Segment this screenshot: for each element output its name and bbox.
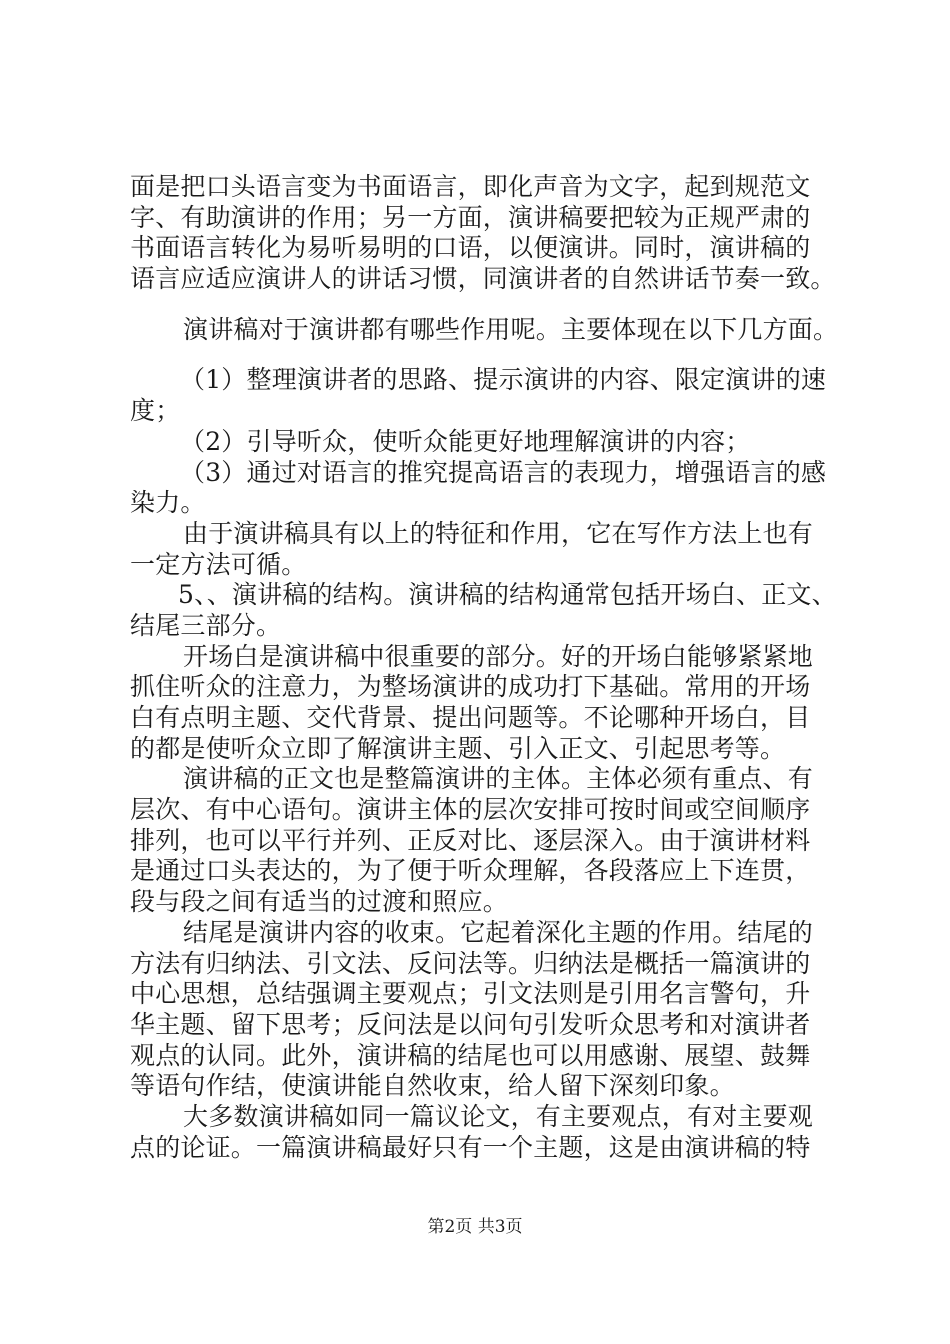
text-line: 点的论证。一篇演讲稿最好只有一个主题，这是由演讲稿的特	[130, 1132, 811, 1162]
text-line: 开场白是演讲稿中很重要的部分。好的开场白能够紧紧地	[183, 641, 814, 671]
text-line: 方法有归纳法、引文法、反问法等。归纳法是概括一篇演讲的	[130, 948, 811, 978]
text-line: 语言应适应演讲人的讲话习惯，同演讲者的自然讲话节奏一致。	[130, 264, 836, 294]
page-number-footer: 第2页 共3页	[427, 1217, 523, 1237]
text-line: 结尾三部分。	[130, 610, 282, 640]
text-line: 的都是使听众立即了解演讲主题、引入正文、引起思考等。	[130, 733, 786, 763]
list-item-3: （3）通过对语言的推究提高语言的表现力，增强语言的感	[180, 457, 827, 487]
text-line: 结尾是演讲内容的收束。它起着深化主题的作用。结尾的	[183, 917, 814, 947]
document-body	[130, 172, 839, 1163]
text-line: 抓住听众的注意力，为整场演讲的成功打下基础。常用的开场	[130, 672, 811, 702]
text-line: 白有点明主题、交代背景、提出问题等。不论哪种开场白，目	[130, 703, 811, 732]
text-line: 是通过口头表达的，为了便于听众理解，各段落应上下连贯，	[130, 856, 811, 886]
text-line: 面是把口头语言变为书面语言，即化声音为文字，起到规范文	[130, 172, 811, 201]
list-item-2: （2）引导听众，使听众能更好地理解演讲的内容；	[180, 426, 751, 456]
text-line: 演讲稿的正文也是整篇演讲的主体。主体必须有重点、有	[183, 764, 814, 794]
text-line: 华主题、留下思考；反问法是以问句引发听众思考和对演讲者	[130, 1009, 811, 1039]
text-line: 段与段之间有适当的过渡和照应。	[130, 887, 509, 917]
text-line: 字、有助演讲的作用；另一方面，演讲稿要把较为正规严肃的	[130, 202, 811, 232]
text-line: 等语句作结，使演讲能自然收束，给人留下深刻印象。	[130, 1071, 735, 1101]
text-line: 书面语言转化为易听易明的口语，以便演讲。同时，演讲稿的	[130, 233, 811, 263]
text-line: 演讲稿对于演讲都有哪些作用呢。主要体现在以下几方面。	[183, 314, 839, 344]
text-line: 大多数演讲稿如同一篇议论文，有主要观点，有对主要观	[183, 1101, 814, 1131]
text-line: 层次、有中心语句。演讲主体的层次安排可按时间或空间顺序	[130, 795, 811, 825]
list-item-1: （1）整理演讲者的思路、提示演讲的内容、限定演讲的速	[180, 365, 827, 395]
text-line: 排列，也可以平行并列、正反对比、逐层深入。由于演讲材料	[130, 825, 811, 855]
section-heading: 5、、演讲稿的结构。演讲稿的结构通常包括开场白、正文、	[178, 580, 837, 610]
text-line: 观点的认同。此外，演讲稿的结尾也可以用感谢、展望、鼓舞	[130, 1040, 811, 1070]
text-line: 中心思想，总结强调主要观点；引文法则是引用名言警句，升	[130, 979, 811, 1009]
text-line: 由于演讲稿具有以上的特征和作用，它在写作方法上也有	[183, 518, 814, 548]
text-line: 一定方法可循。	[130, 549, 307, 579]
text-line: 染力。	[130, 488, 206, 518]
text-line: 度；	[130, 396, 181, 426]
